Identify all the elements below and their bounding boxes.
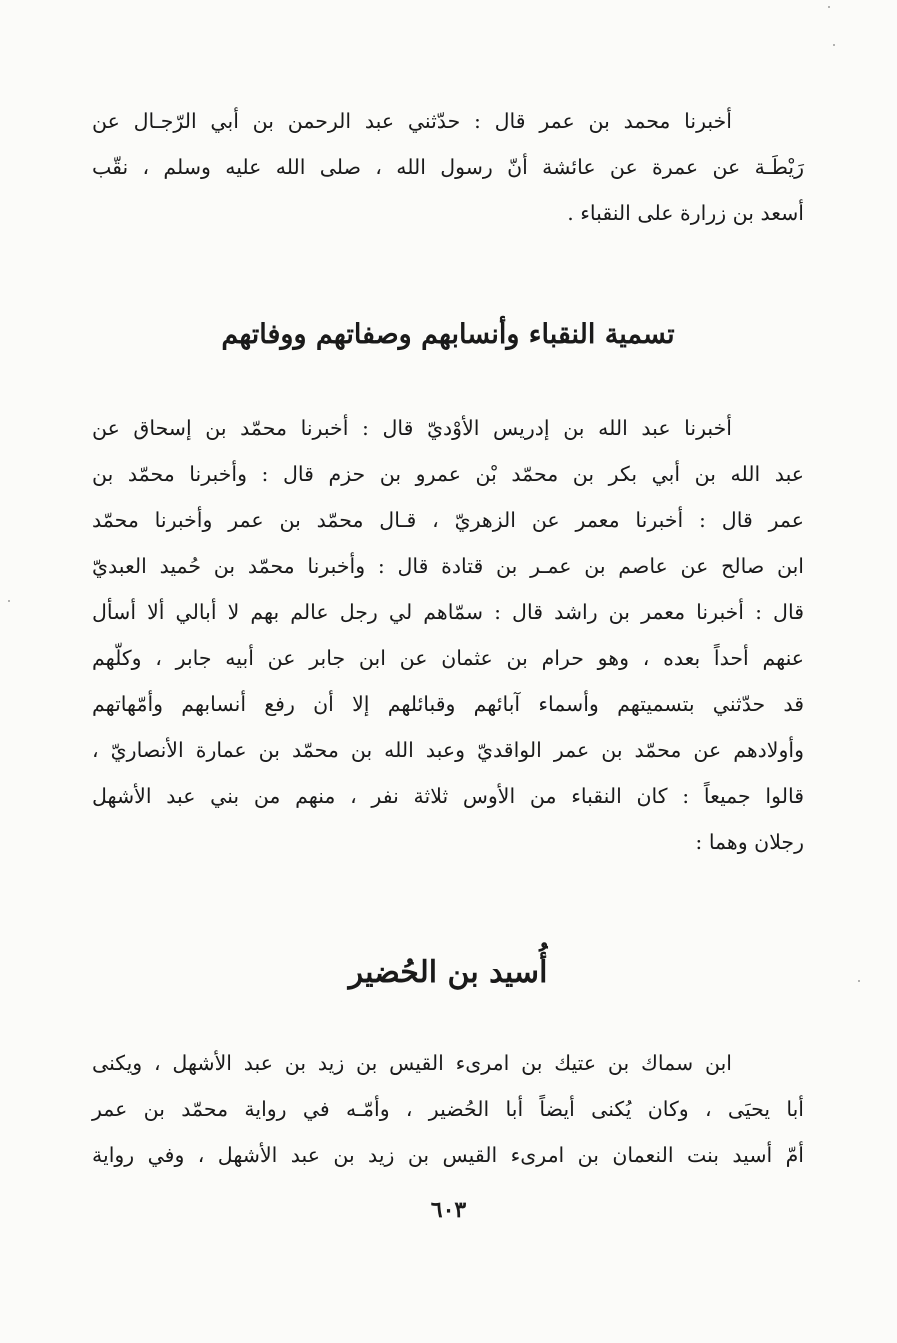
intro-paragraph (92, 98, 804, 236)
paper-speck (833, 44, 835, 46)
paper-speck (828, 6, 830, 8)
text-line: رَيْطَـة عن عمرة عن عائشة أنّ رسول الله ، صلى الله عليه وسلم ، نقّب (92, 155, 804, 179)
text-line: عبد الله بن أبي بكر بن محمّد بْن عمرو بن حزم قال : وأخبرنا محمّد بن (92, 462, 804, 486)
text-line: أسعد بن زرارة على النقباء . (567, 201, 804, 225)
text-line: قال : أخبرنا معمر بن راشد قال : سمّاهم لي رجل عالم بهم لا أبالي ألا أسأل (92, 600, 804, 624)
text-line: أخبرنا عبد الله بن إدريس الأوْديّ قال : أخبرنا محمّد بن إسحاق عن (92, 416, 732, 440)
section-heading: تسمية النقباء وأنسابهم وصفاتهم ووفاتهم (221, 319, 675, 350)
biography-paragraph (92, 1040, 804, 1178)
text-line: أخبرنا محمد بن عمر قال : حدّثني عبد الرحمن بن أبي الرّجـال عن (92, 109, 732, 133)
body-paragraph (92, 405, 804, 865)
text-line: أبا يحيَى ، وكان يُكنى أيضاً أبا الحُضير ، وأمّـه في رواية محمّد بن عمر (92, 1097, 804, 1121)
text-line: أمّ أسيد بنت النعمان بن امرىء القيس بن زيد بن عبد الأشهل ، وفي رواية (92, 1143, 804, 1167)
text-line: عمر قال : أخبرنا معمر عن الزهريّ ، قـال محمّد بن عمر وأخبرنا محمّد (92, 508, 804, 532)
paper-speck (858, 980, 860, 982)
page-number: ٦٠٣ (430, 1197, 467, 1223)
text-line: ابن سماك بن عتيك بن امرىء القيس بن زيد بن عبد الأشهل ، ويكنى (92, 1051, 732, 1075)
text-line: ابن صالح عن عاصم بن عمـر بن قتادة قال : وأخبرنا محمّد بن حُميد العبديّ (92, 554, 804, 578)
person-heading: أُسيد بن الحُضير (348, 955, 548, 990)
paper-speck (8, 600, 10, 602)
text-line: قد حدّثني بتسميتهم وأسماء آبائهم وقبائلهم إلا أن رفع أنسابهم وأمّهاتهم (92, 692, 804, 716)
text-line: قالوا جميعاً : كان النقباء من الأوس ثلاثة نفر ، منهم من بني عبد الأشهل (92, 784, 804, 808)
text-line: عنهم أحداً بعده ، وهو حرام بن عثمان عن ابن جابر عن أبيه جابر ، وكلّهم (92, 646, 804, 670)
text-line: وأولادهم عن محمّد بن عمر الواقديّ وعبد الله بن محمّد بن عمارة الأنصاريّ ، (92, 738, 804, 762)
text-line: رجلان وهما : (695, 830, 804, 854)
